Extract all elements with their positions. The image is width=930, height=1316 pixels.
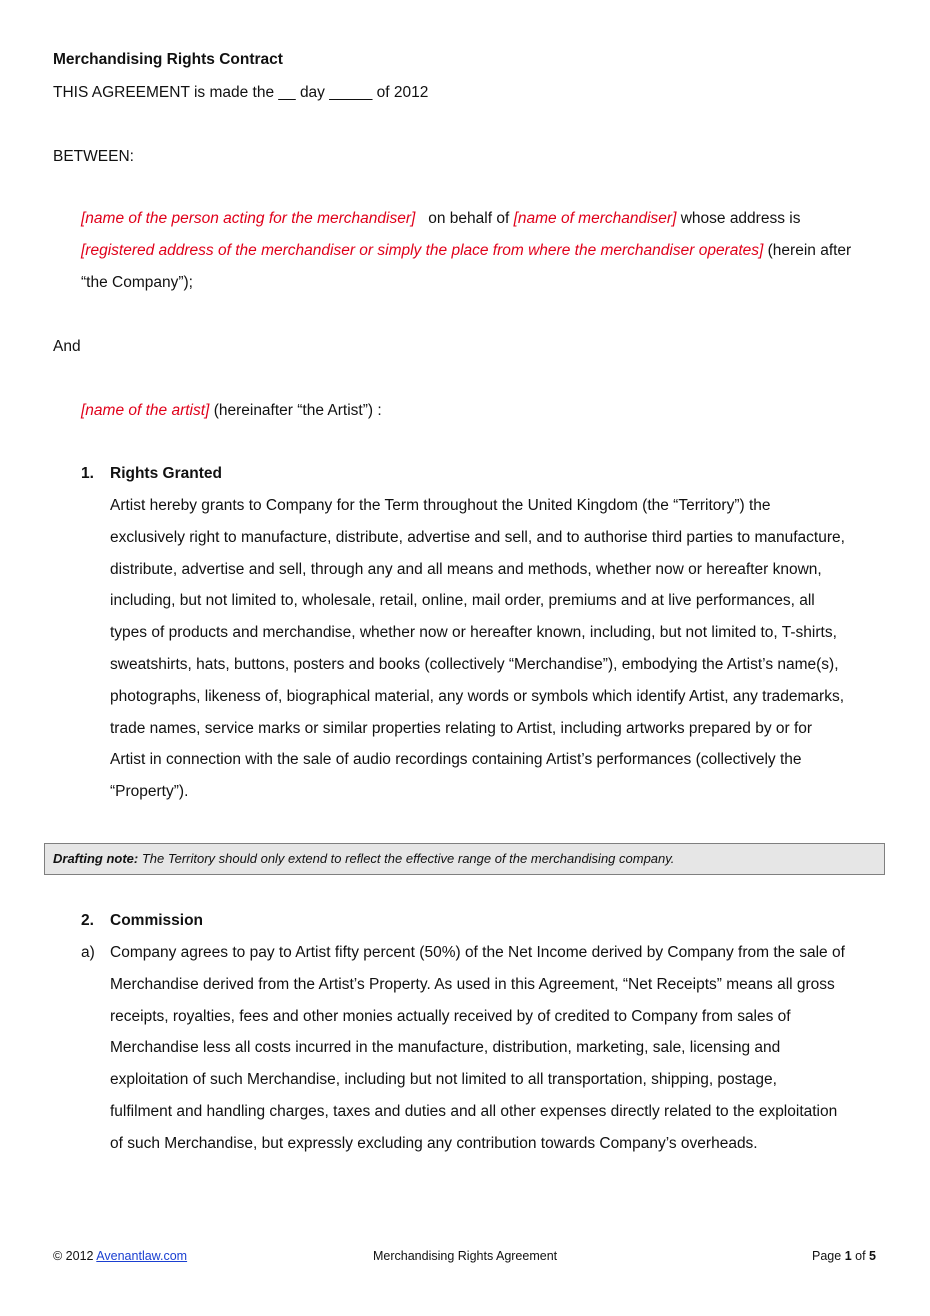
between-label: BETWEEN: bbox=[53, 148, 134, 165]
party1-line2 bbox=[81, 241, 851, 261]
party1-hereinafter: (herein after bbox=[767, 242, 852, 259]
placeholder-merchandiser-address: [registered address of the merchandiser or simply the place from where the merchandiser operates] bbox=[81, 242, 764, 259]
section2-line: Merchandise derived from the Artist’s Property. As used in this Agreement, “Net Receipts” means all gross bbox=[110, 975, 835, 993]
footer-copyright bbox=[53, 1248, 187, 1264]
and-label: And bbox=[53, 338, 81, 355]
footer-center-title: Merchandising Rights Agreement bbox=[373, 1249, 558, 1263]
section1-number: 1. bbox=[81, 465, 94, 482]
section2-line: exploitation of such Merchandise, including but not limited to all transportation, shipping, postage, bbox=[110, 1071, 777, 1089]
section1-line: trade names, service marks or similar properties relating to Artist, including artworks prepared by or for bbox=[110, 719, 813, 737]
section2-heading: Commission bbox=[110, 912, 204, 929]
section2-number: 2. bbox=[81, 912, 94, 929]
placeholder-merchandiser-person: [name of the person acting for the merchandiser] bbox=[81, 210, 416, 227]
drafting-note-label: Drafting note: bbox=[53, 851, 139, 866]
copyright-text: © 2012 bbox=[53, 1249, 94, 1263]
section1-line: Artist in connection with the sale of audio recordings containing Artist’s performances (collectively the bbox=[110, 751, 802, 769]
section2-line: Merchandise less all costs incurred in the manufacture, distribution, marketing, sale, licensing and bbox=[110, 1039, 781, 1057]
party2-hereinafter: (hereinafter “the Artist”) : bbox=[213, 402, 382, 419]
placeholder-merchandiser-name: [name of merchandiser] bbox=[513, 210, 677, 227]
section1-line: “Property”). bbox=[110, 783, 189, 801]
party1-address-label: whose address is bbox=[680, 210, 801, 227]
page-total: 5 bbox=[869, 1249, 876, 1263]
party1-line3: “the Company”); bbox=[81, 274, 193, 291]
page-current: 1 bbox=[844, 1249, 852, 1263]
section1-line: exclusively right to manufacture, distribute, advertise and sell, and to authorise third parties to manufacture, bbox=[110, 528, 845, 546]
section1-line: photographs, likeness of, biographical material, any words or symbols which identify Artist, any trademarks, bbox=[110, 687, 845, 705]
section2-sub-label: a) bbox=[81, 944, 95, 961]
page-of: of bbox=[855, 1249, 866, 1263]
section1-line: including, but not limited to, wholesale, retail, online, mail order, premiums and at live performances, all bbox=[110, 592, 815, 610]
agreement-line: THIS AGREEMENT is made the __ day _____ of 2012 bbox=[53, 84, 429, 101]
party1-line1 bbox=[81, 209, 800, 229]
section1-body bbox=[110, 490, 885, 808]
section2-line: Company agrees to pay to Artist fifty percent (50%) of the Net Income derived by Company from the sale of bbox=[110, 944, 845, 961]
party1-on-behalf: on behalf of bbox=[428, 210, 510, 227]
page-prefix: Page bbox=[812, 1249, 842, 1263]
drafting-note bbox=[53, 850, 674, 868]
party2-line bbox=[81, 401, 382, 421]
placeholder-artist-name: [name of the artist] bbox=[81, 402, 210, 419]
document-title: Merchandising Rights Contract bbox=[53, 51, 283, 68]
section1-line: types of products and merchandise, whether now or hereafter known, including, but not limited to, T-shirts, bbox=[110, 624, 837, 642]
section1-heading: Rights Granted bbox=[110, 465, 222, 482]
section1-line: Artist hereby grants to Company for the Term throughout the United Kingdom (the “Territory”) the bbox=[110, 497, 771, 514]
section2-line: of such Merchandise, but expressly excluding any contribution towards Company’s overheads. bbox=[110, 1134, 758, 1152]
drafting-note-box bbox=[44, 843, 885, 875]
drafting-note-text: The Territory should only extend to reflect the effective range of the merchandising company. bbox=[141, 851, 675, 866]
section1-line: sweatshirts, hats, buttons, posters and books (collectively “Merchandise”), embodying the Artist’s name(s), bbox=[110, 655, 839, 673]
section1-line: distribute, advertise and sell, through any and all means and methods, whether now or hereafter known, bbox=[110, 560, 822, 578]
section2-line: receipts, royalties, fees and other monies actually received by of credited to Company from sales of bbox=[110, 1007, 791, 1025]
page-number bbox=[812, 1248, 876, 1264]
footer-link[interactable]: Avenantlaw.com bbox=[96, 1249, 188, 1263]
section2-body bbox=[110, 937, 885, 1160]
section2-line: fulfilment and handling charges, taxes and duties and all other expenses directly related to the exploitation bbox=[110, 1102, 838, 1120]
